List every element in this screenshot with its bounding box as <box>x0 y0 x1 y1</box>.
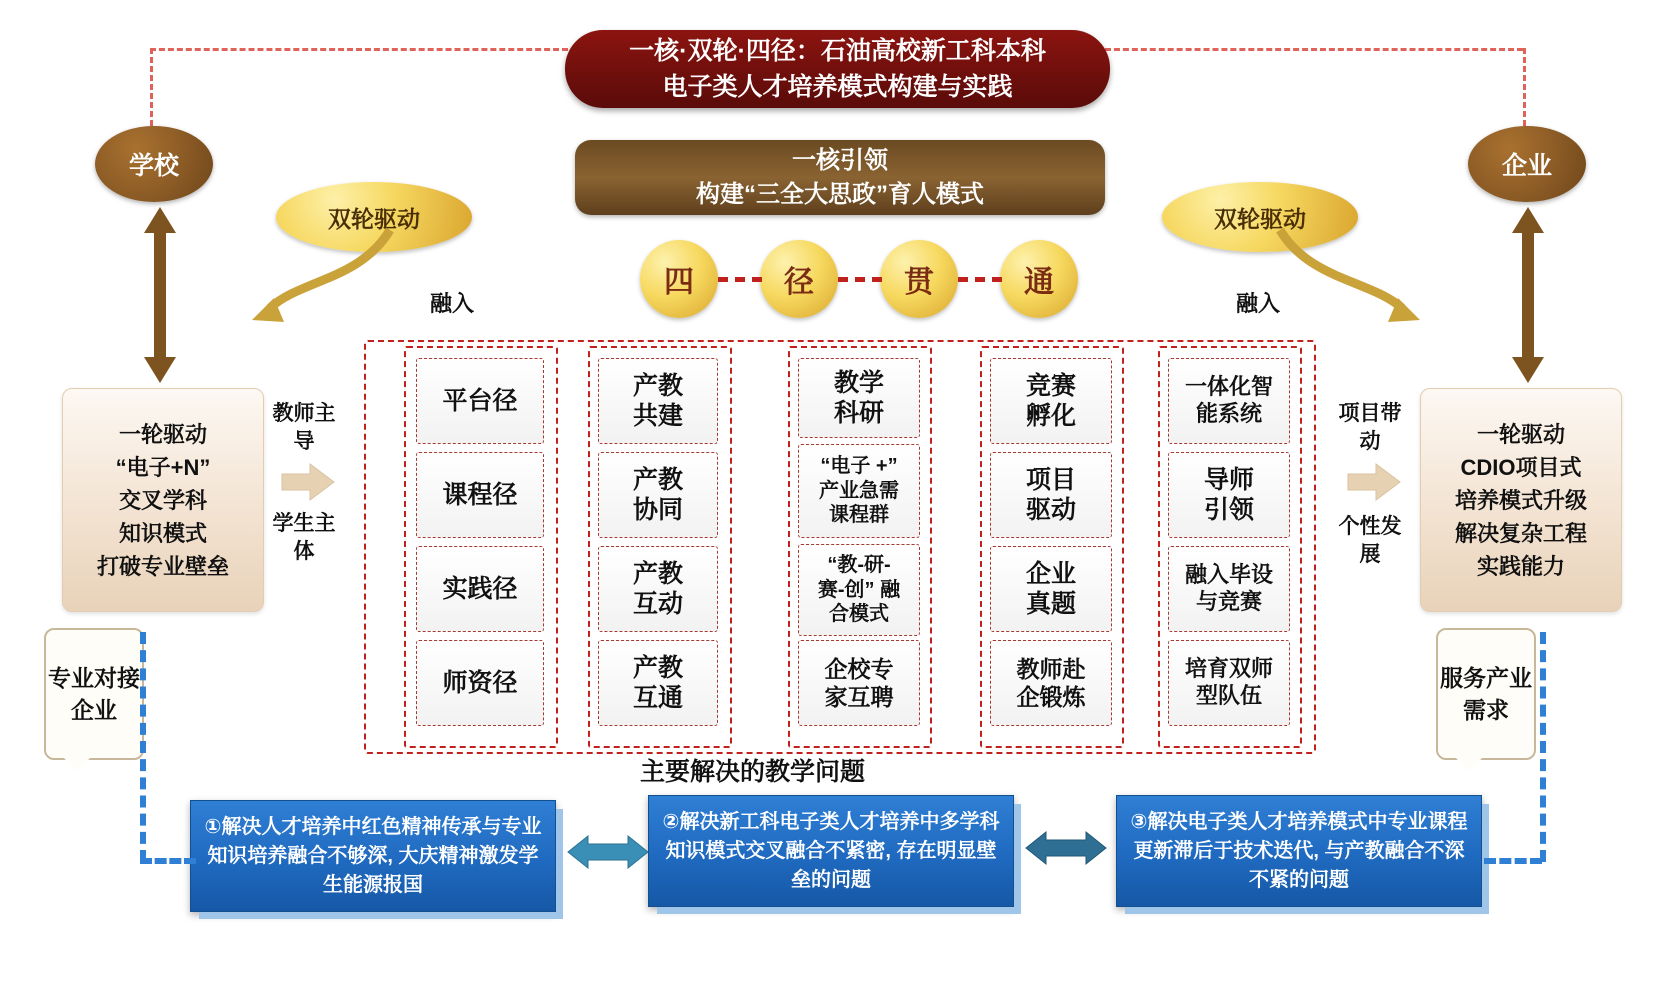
right-driver-line-2: CDIO项目式 <box>1460 454 1582 480</box>
matrix-cell-5-3 <box>1168 546 1290 632</box>
matrix-cell-5-3-line2: 与竞赛 <box>1195 589 1262 614</box>
core-banner-line-2: 构建“三全大思政”育人模式 <box>696 180 984 208</box>
arrow-between-problem-2-3 <box>1024 826 1108 870</box>
path-circle-2 <box>760 240 838 318</box>
matrix-cell-5-4 <box>1168 640 1290 726</box>
matrix-cell-3-2-line2: 产业急需 <box>819 479 899 502</box>
matrix-cell-2-2-line2: 协同 <box>632 496 683 524</box>
problem-box-1 <box>190 800 556 912</box>
speech-right <box>1436 628 1536 760</box>
problem-box-1-label: ①解决人才培养中红色精神传承与专业知识培养融合不够深, 大庆精神激发学生能源报国 <box>204 815 542 896</box>
right-driver-line-1: 一轮驱动 <box>1476 421 1565 447</box>
problem-box-3-label: ③解决电子类人才培养模式中专业课程更新滞后于技术迭代, 与产教融合不深不紧的问题 <box>1130 810 1468 891</box>
curve-arrow-right <box>1240 210 1440 340</box>
matrix-cell-4-2-line1: 项目 <box>1025 465 1076 494</box>
circle-connector-3 <box>958 277 1002 282</box>
left-driver-line-2: “电子+N” <box>115 454 211 480</box>
matrix-cell-1-3-label: 实践径 <box>442 574 518 603</box>
matrix-cell-3-1 <box>798 358 920 438</box>
matrix-cell-2-4-line1: 产教 <box>632 653 683 682</box>
matrix-cell-5-4-line2: 型队伍 <box>1195 683 1262 708</box>
problem-box-3 <box>1116 795 1482 907</box>
oval-school-label: 学校 <box>128 152 179 180</box>
double-arrow-school <box>140 205 180 385</box>
matrix-cell-2-4 <box>598 640 718 726</box>
path-circle-3-label: 贯 <box>904 266 934 299</box>
title-connector-left <box>150 48 568 51</box>
circle-connector-1 <box>718 277 762 282</box>
oval-dual-drive-left-label: 双轮驱动 <box>328 205 420 232</box>
matrix-cell-4-1-line1: 竞赛 <box>1025 371 1076 400</box>
matrix-cell-2-3-line1: 产教 <box>632 559 683 588</box>
path-circle-4 <box>1000 240 1078 318</box>
matrix-cell-3-2-line3: 课程群 <box>829 504 889 527</box>
label-project-drive: 项目带动 <box>1338 402 1402 453</box>
right-driver-line-5: 实践能力 <box>1476 553 1565 579</box>
speech-left <box>44 628 144 760</box>
diagram-title <box>565 30 1110 108</box>
oval-enterprise <box>1468 126 1586 202</box>
matrix-cell-4-3 <box>990 546 1112 632</box>
blue-connector-right <box>1540 632 1546 862</box>
matrix-cell-1-2-label: 课程径 <box>442 480 518 509</box>
matrix-cell-4-4 <box>990 640 1112 726</box>
matrix-cell-3-3-line3: 合模式 <box>829 603 889 626</box>
left-driver-line-1: 一轮驱动 <box>118 421 207 447</box>
blue-connector-left <box>140 632 146 862</box>
arrow-between-problem-1-2 <box>566 830 650 874</box>
oval-school <box>95 126 213 202</box>
title-connector-right-vertical <box>1523 48 1526 126</box>
matrix-cell-1-4-label: 师资径 <box>442 668 518 697</box>
circle-connector-2 <box>838 277 882 282</box>
path-circle-4-label: 通 <box>1024 266 1054 299</box>
matrix-cell-4-4-line1: 教师赴 <box>1016 655 1086 682</box>
matrix-cell-2-3 <box>598 546 718 632</box>
matrix-cell-2-1 <box>598 358 718 444</box>
label-teacher-lead: 教师主导 <box>272 402 336 453</box>
matrix-cell-3-3 <box>798 544 920 636</box>
path-circle-1-label: 四 <box>664 266 694 299</box>
matrix-cell-5-1 <box>1168 358 1290 444</box>
blue-connector-left-horizontal <box>140 858 196 864</box>
matrix-cell-1-3 <box>416 546 544 632</box>
matrix-cell-3-3-line1: “教-研- <box>827 554 891 577</box>
matrix-cell-4-1 <box>990 358 1112 444</box>
label-rongru-left: 融入 <box>430 291 475 316</box>
matrix-cell-5-1-line2: 能系统 <box>1195 401 1262 426</box>
oval-enterprise-label: 企业 <box>1501 152 1552 180</box>
matrix-cell-4-1-line2: 孵化 <box>1025 402 1076 430</box>
matrix-cell-2-2 <box>598 452 718 538</box>
matrix-cell-4-2 <box>990 452 1112 538</box>
core-banner <box>575 140 1105 215</box>
matrix-cell-4-2-line2: 驱动 <box>1025 496 1076 524</box>
speech-left-label: 专业对接企业 <box>48 665 140 723</box>
matrix-cell-2-2-line1: 产教 <box>632 465 683 494</box>
oval-dual-drive-right-label: 双轮驱动 <box>1214 205 1306 232</box>
matrix-cell-3-2-line1: “电子 +” <box>820 455 898 478</box>
label-student-main: 学生主体 <box>272 512 336 563</box>
title-connector-right <box>1105 48 1523 51</box>
matrix-cell-5-2 <box>1168 452 1290 538</box>
matrix-cell-5-1-line1: 一体化智 <box>1184 374 1273 400</box>
matrix-cell-2-4-line2: 互通 <box>632 684 683 712</box>
core-banner-line-1: 一核引领 <box>792 146 888 174</box>
matrix-cell-2-3-line2: 互动 <box>632 590 683 618</box>
matrix-cell-3-1-line2: 科研 <box>833 399 884 427</box>
problem-box-2-label: ②解决新工科电子类人才培养中多学科知识模式交叉融合不紧密, 存在明显壁垒的问题 <box>662 810 1000 891</box>
matrix-cell-3-1-line1: 教学 <box>833 368 884 397</box>
matrix-cell-4-4-line2: 企锻炼 <box>1016 684 1086 710</box>
label-rongru-right: 融入 <box>1236 291 1281 316</box>
right-driver-line-3: 培养模式升级 <box>1454 487 1587 513</box>
title-connector-left-vertical <box>150 48 153 126</box>
matrix-cell-5-3-line1: 融入毕设 <box>1184 562 1273 588</box>
matrix-cell-1-1 <box>416 358 544 444</box>
curve-arrow-left <box>240 210 440 340</box>
matrix-cell-1-4 <box>416 640 544 726</box>
title-line-2: 电子类人才培养模式构建与实践 <box>662 73 1013 101</box>
matrix-cell-5-2-line1: 导师 <box>1203 465 1254 494</box>
matrix-cell-3-3-line2: 赛-创” 融 <box>817 578 901 601</box>
blue-connector-right-horizontal <box>1484 858 1542 864</box>
matrix-cell-1-2 <box>416 452 544 538</box>
right-driver-box <box>1420 388 1622 612</box>
matrix-cell-3-4 <box>798 640 920 726</box>
left-driver-line-4: 知识模式 <box>118 520 207 546</box>
matrix-cell-4-3-line2: 真题 <box>1025 590 1076 618</box>
matrix-cell-5-4-line1: 培育双师 <box>1184 656 1273 682</box>
speech-right-label: 服务产业需求 <box>1440 665 1532 723</box>
left-driver-line-5: 打破专业壁垒 <box>96 553 229 579</box>
path-circle-3 <box>880 240 958 318</box>
matrix-cell-2-1-line2: 共建 <box>632 402 683 430</box>
matrix-cell-2-1-line1: 产教 <box>632 371 683 400</box>
matrix-cell-4-3-line1: 企业 <box>1025 559 1076 588</box>
matrix-cell-3-4-line1: 企校专 <box>824 655 894 682</box>
label-person-dev: 个性发展 <box>1338 515 1402 566</box>
path-circle-2-label: 径 <box>784 266 814 299</box>
double-arrow-enterprise <box>1508 205 1548 385</box>
matrix-cell-3-2 <box>798 444 920 538</box>
title-line-1: 一核·双轮·四径：石油高校新工科本科 <box>629 37 1046 65</box>
arrow-teacher-student <box>280 462 336 506</box>
problems-heading: 主要解决的教学问题 <box>640 758 866 786</box>
matrix-cell-5-2-line2: 引领 <box>1203 496 1254 524</box>
right-driver-line-4: 解决复杂工程 <box>1454 520 1587 546</box>
problem-box-2 <box>648 795 1014 907</box>
path-circle-1 <box>640 240 718 318</box>
matrix-cell-1-1-label: 平台径 <box>442 386 518 415</box>
left-driver-line-3: 交叉学科 <box>118 487 207 513</box>
arrow-project-person <box>1346 462 1402 506</box>
left-driver-box <box>62 388 264 612</box>
matrix-cell-3-4-line2: 家互聘 <box>824 684 894 710</box>
